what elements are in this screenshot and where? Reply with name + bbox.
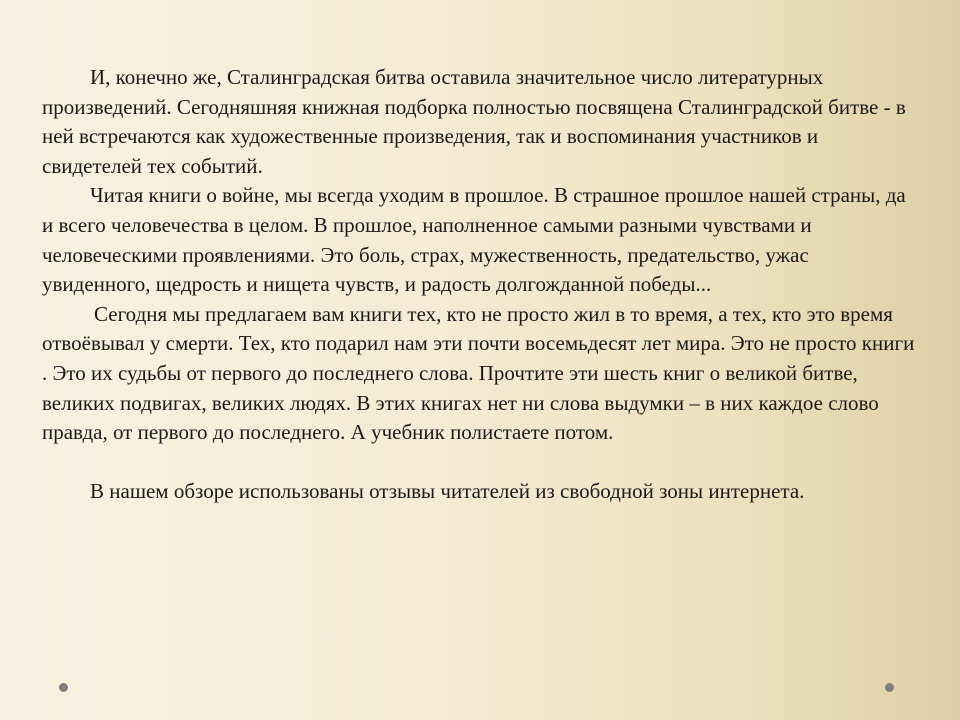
dot-decoration-left — [59, 683, 68, 692]
paragraph-books-offer: Сегодня мы предлагаем вам книги тех, кто не просто жил в то время, а тех, кто это время отвоёвывал у смерти. Тех, кто подарил нам эти почти восемьдесят лет мира. Это не просто книги . Это их судьбы от первого до последнего слова. Прочтите эти шесть книг о великой битве, великих подвигах, великих людях. В этих книгах нет ни слова выдумки – в них каждое слово правда, от первого до последнего. А учебник полистаете потом. — [42, 301, 915, 445]
paragraph-gap — [42, 448, 922, 478]
paragraph-reviews-note: В нашем обзоре использованы отзывы читателей из свободной зоны интернета. — [90, 479, 805, 504]
dot-decoration-right — [885, 683, 894, 692]
paragraph-reading-about-war: Читая книги о войне, мы всегда уходим в прошлое. В страшное прошлое нашей страны, да и всего человечества в целом. В прошлое, наполненное самыми разными чувствами и человеческими проявлениями. Это боль, страх, мужественность, предательство, ужас увиденного, щедрость и нищета чувств, и радость долгожданной победы... — [42, 183, 906, 297]
paragraph-intro: И, конечно же, Сталинградская битва оставила значительное число литературных произведений. Сегодняшняя книжная подборка полностью посвящена Сталинградской битве - в ней встречаются как художественные произведения, так и воспоминания участников и свидетелей тех событий. — [42, 65, 906, 178]
body-text — [42, 63, 922, 507]
